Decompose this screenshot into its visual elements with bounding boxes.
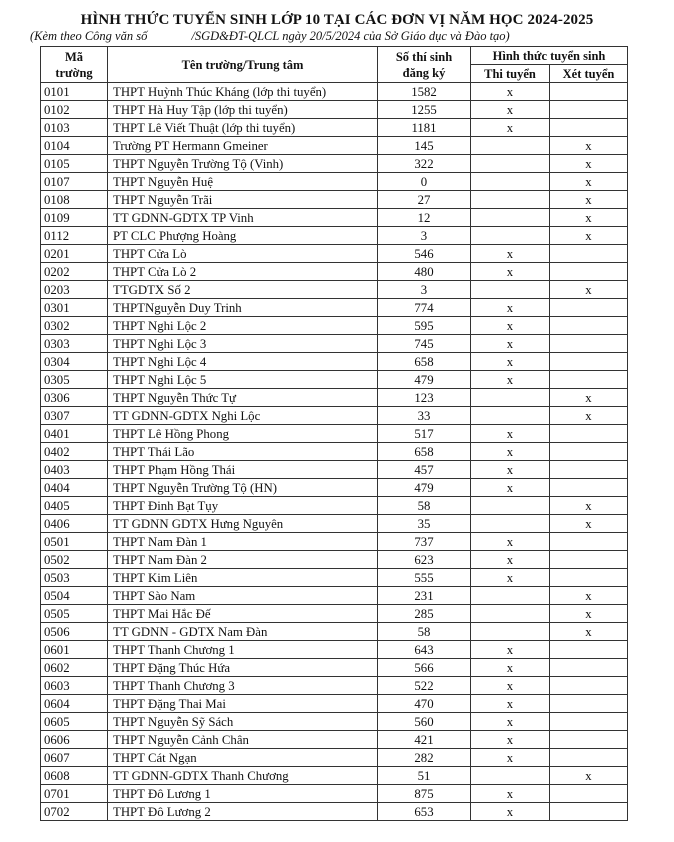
exam-mark-cell: x [471,749,550,767]
school-name-cell: THPT Thanh Chương 3 [108,677,378,695]
review-mark-cell [550,479,628,497]
table-row [41,281,628,299]
school-code-cell: 0403 [41,461,108,479]
review-mark-cell [550,659,628,677]
candidate-count-cell: 231 [378,587,471,605]
exam-mark-cell: x [471,551,550,569]
exam-mark-cell [471,407,550,425]
review-mark-cell [550,569,628,587]
table-row [41,443,628,461]
school-code-cell: 0504 [41,587,108,605]
school-code-cell: 0201 [41,245,108,263]
exam-mark-cell: x [471,641,550,659]
exam-mark-cell: x [471,731,550,749]
candidate-count-cell: 0 [378,173,471,191]
review-mark-cell [550,677,628,695]
header-exam: Thi tuyển [471,65,550,83]
candidate-count-cell: 737 [378,533,471,551]
school-name-cell: THPT Nguyễn Trường Tộ (Vinh) [108,155,378,173]
review-mark-cell: x [550,497,628,515]
document-title: HÌNH THỨC TUYỂN SINH LỚP 10 TẠI CÁC ĐƠN VỊ NĂM HỌC 2024-2025 [80,12,594,28]
admission-table [40,46,628,821]
candidate-count-cell: 653 [378,803,471,821]
review-mark-cell [550,713,628,731]
school-code-cell: 0307 [41,407,108,425]
review-mark-cell [550,83,628,101]
header-school-name: Tên trường/Trung tâm [108,47,378,83]
review-mark-cell [550,461,628,479]
exam-mark-cell: x [471,659,550,677]
school-name-cell: THPT Mai Hắc Đế [108,605,378,623]
school-code-cell: 0301 [41,299,108,317]
school-name-cell: THPT Nguyễn Trường Tộ (HN) [108,479,378,497]
table-row [41,209,628,227]
exam-mark-cell: x [471,677,550,695]
review-mark-cell [550,749,628,767]
review-mark-cell: x [550,281,628,299]
table-row [41,425,628,443]
school-name-cell: THPT Nghi Lộc 3 [108,335,378,353]
header-admission-form: Hình thức tuyển sinh [471,47,628,65]
school-name-cell: THPT Lê Hồng Phong [108,425,378,443]
school-code-cell: 0108 [41,191,108,209]
exam-mark-cell: x [471,299,550,317]
table-row [41,371,628,389]
candidate-count-cell: 560 [378,713,471,731]
table-row [41,155,628,173]
review-mark-cell [550,299,628,317]
review-mark-cell [550,335,628,353]
school-code-cell: 0305 [41,371,108,389]
table-row [41,317,628,335]
table-row [41,245,628,263]
table-row [41,569,628,587]
review-mark-cell [550,533,628,551]
exam-mark-cell: x [471,101,550,119]
school-code-cell: 0606 [41,731,108,749]
review-mark-cell: x [550,155,628,173]
school-name-cell: THPT Nguyễn Thức Tự [108,389,378,407]
table-row [41,695,628,713]
candidate-count-cell: 51 [378,767,471,785]
review-mark-cell [550,443,628,461]
school-name-cell: THPT Kim Liên [108,569,378,587]
school-name-cell: THPT Nguyễn Huệ [108,173,378,191]
school-name-cell: THPT Đặng Thúc Hứa [108,659,378,677]
exam-mark-cell: x [471,443,550,461]
school-code-cell: 0302 [41,317,108,335]
school-name-cell: THPT Nghi Lộc 5 [108,371,378,389]
table-row [41,731,628,749]
table-row [41,497,628,515]
school-name-cell: THPT Đô Lương 1 [108,785,378,803]
review-mark-cell [550,371,628,389]
candidate-count-cell: 479 [378,479,471,497]
table-row [41,659,628,677]
candidate-count-cell: 555 [378,569,471,587]
header-code-line-1: Mã [64,49,84,64]
exam-mark-cell: x [471,785,550,803]
exam-mark-cell [471,605,550,623]
school-code-cell: 0303 [41,335,108,353]
exam-mark-cell: x [471,317,550,335]
school-code-cell: 0109 [41,209,108,227]
candidate-count-cell: 3 [378,281,471,299]
review-mark-cell: x [550,623,628,641]
school-code-cell: 0502 [41,551,108,569]
exam-mark-cell: x [471,245,550,263]
table-row [41,101,628,119]
school-name-cell: THPT Lê Viết Thuật (lớp thi tuyển) [108,119,378,137]
exam-mark-cell: x [471,461,550,479]
exam-mark-cell: x [471,803,550,821]
candidate-count-cell: 3 [378,227,471,245]
table-row [41,587,628,605]
review-mark-cell [550,731,628,749]
exam-mark-cell: x [471,713,550,731]
review-mark-cell [550,317,628,335]
candidate-count-cell: 566 [378,659,471,677]
school-code-cell: 0701 [41,785,108,803]
exam-mark-cell [471,173,550,191]
candidate-count-cell: 12 [378,209,471,227]
candidate-count-cell: 480 [378,263,471,281]
table-row [41,605,628,623]
school-name-cell: THPT Sào Nam [108,587,378,605]
table-row [41,191,628,209]
school-name-cell: TTGDTX Số 2 [108,281,378,299]
table-row [41,83,628,101]
candidate-count-cell: 1255 [378,101,471,119]
school-code-cell: 0505 [41,605,108,623]
review-mark-cell: x [550,515,628,533]
school-code-cell: 0607 [41,749,108,767]
school-code-cell: 0501 [41,533,108,551]
table-row [41,749,628,767]
review-mark-cell: x [550,137,628,155]
review-mark-cell [550,263,628,281]
exam-mark-cell [471,515,550,533]
school-name-cell: TT GDNN-GDTX Thanh Chương [108,767,378,785]
table-body [41,83,628,821]
header-count-line-2: đăng ký [402,65,446,80]
school-code-cell: 0702 [41,803,108,821]
candidate-count-cell: 658 [378,353,471,371]
candidate-count-cell: 58 [378,623,471,641]
exam-mark-cell [471,155,550,173]
document-subtitle [30,29,510,43]
school-name-cell: TT GDNN GDTX Hưng Nguyên [108,515,378,533]
school-name-cell: THPT Cửa Lò 2 [108,263,378,281]
candidate-count-cell: 658 [378,443,471,461]
header-review: Xét tuyển [550,65,628,83]
candidate-count-cell: 145 [378,137,471,155]
exam-mark-cell: x [471,695,550,713]
school-name-cell: THPT Nghi Lộc 2 [108,317,378,335]
school-code-cell: 0306 [41,389,108,407]
school-code-cell: 0203 [41,281,108,299]
school-code-cell: 0103 [41,119,108,137]
school-name-cell: THPT Nam Đàn 2 [108,551,378,569]
exam-mark-cell [471,497,550,515]
review-mark-cell [550,551,628,569]
candidate-count-cell: 1582 [378,83,471,101]
review-mark-cell: x [550,605,628,623]
review-mark-cell: x [550,227,628,245]
school-name-cell: TT GDNN - GDTX Nam Đàn [108,623,378,641]
exam-mark-cell: x [471,83,550,101]
school-code-cell: 0105 [41,155,108,173]
table-row [41,515,628,533]
review-mark-cell [550,785,628,803]
header-code-line-2: trường [55,65,93,80]
school-code-cell: 0401 [41,425,108,443]
table-row [41,263,628,281]
candidate-count-cell: 35 [378,515,471,533]
exam-mark-cell: x [471,263,550,281]
school-name-cell: THPT Nguyễn Cảnh Chân [108,731,378,749]
header-candidate-count [378,47,471,83]
school-name-cell: THPT Đinh Bạt Tụy [108,497,378,515]
review-mark-cell: x [550,191,628,209]
exam-mark-cell [471,209,550,227]
school-code-cell: 0402 [41,443,108,461]
school-code-cell: 0608 [41,767,108,785]
candidate-count-cell: 123 [378,389,471,407]
header-count-line-1: Số thí sinh [395,49,453,64]
school-name-cell: THPT Nguyễn Sỹ Sách [108,713,378,731]
school-code-cell: 0112 [41,227,108,245]
school-name-cell: THPT Nam Đàn 1 [108,533,378,551]
candidate-count-cell: 774 [378,299,471,317]
exam-mark-cell: x [471,479,550,497]
candidate-count-cell: 595 [378,317,471,335]
candidate-count-cell: 470 [378,695,471,713]
school-name-cell: THPT Hà Huy Tập (lớp thi tuyển) [108,101,378,119]
school-name-cell: THPT Cát Ngạn [108,749,378,767]
school-code-cell: 0406 [41,515,108,533]
candidate-count-cell: 745 [378,335,471,353]
review-mark-cell: x [550,407,628,425]
table-row [41,227,628,245]
review-mark-cell: x [550,767,628,785]
school-code-cell: 0601 [41,641,108,659]
candidate-count-cell: 875 [378,785,471,803]
school-name-cell: PT CLC Phượng Hoàng [108,227,378,245]
candidate-count-cell: 623 [378,551,471,569]
review-mark-cell [550,119,628,137]
table-row [41,353,628,371]
school-code-cell: 0604 [41,695,108,713]
candidate-count-cell: 546 [378,245,471,263]
school-code-cell: 0304 [41,353,108,371]
candidate-count-cell: 33 [378,407,471,425]
school-name-cell: THPTNguyễn Duy Trinh [108,299,378,317]
table-row [41,461,628,479]
exam-mark-cell: x [471,353,550,371]
table-row [41,641,628,659]
table-row [41,623,628,641]
table-row [41,713,628,731]
school-name-cell: Trường PT Hermann Gmeiner [108,137,378,155]
school-name-cell: THPT Phạm Hồng Thái [108,461,378,479]
table-row [41,767,628,785]
review-mark-cell [550,425,628,443]
school-code-cell: 0506 [41,623,108,641]
exam-mark-cell [471,191,550,209]
exam-mark-cell [471,227,550,245]
candidate-count-cell: 643 [378,641,471,659]
table-row [41,299,628,317]
exam-mark-cell [471,281,550,299]
school-code-cell: 0605 [41,713,108,731]
exam-mark-cell [471,623,550,641]
candidate-count-cell: 479 [378,371,471,389]
review-mark-cell [550,353,628,371]
review-mark-cell [550,695,628,713]
exam-mark-cell [471,137,550,155]
school-code-cell: 0102 [41,101,108,119]
review-mark-cell [550,101,628,119]
school-name-cell: THPT Thanh Chương 1 [108,641,378,659]
school-code-cell: 0404 [41,479,108,497]
candidate-count-cell: 322 [378,155,471,173]
school-code-cell: 0405 [41,497,108,515]
subtitle-part-1: (Kèm theo Công văn số [30,29,148,43]
school-code-cell: 0104 [41,137,108,155]
exam-mark-cell: x [471,371,550,389]
candidate-count-cell: 517 [378,425,471,443]
review-mark-cell: x [550,389,628,407]
exam-mark-cell [471,587,550,605]
table-row [41,479,628,497]
exam-mark-cell: x [471,119,550,137]
school-code-cell: 0602 [41,659,108,677]
candidate-count-cell: 58 [378,497,471,515]
candidate-count-cell: 421 [378,731,471,749]
table-row [41,137,628,155]
review-mark-cell: x [550,209,628,227]
subtitle-part-2: /SGD&ĐT-QLCL ngày 20/5/2024 của Sở Giáo dục và Đào tạo) [191,29,510,43]
school-code-cell: 0107 [41,173,108,191]
exam-mark-cell: x [471,533,550,551]
review-mark-cell: x [550,173,628,191]
school-name-cell: THPT Cửa Lò [108,245,378,263]
school-name-cell: TT GDNN-GDTX Nghi Lộc [108,407,378,425]
table-row [41,551,628,569]
candidate-count-cell: 282 [378,749,471,767]
school-name-cell: THPT Nghi Lộc 4 [108,353,378,371]
exam-mark-cell: x [471,569,550,587]
exam-mark-cell [471,767,550,785]
school-name-cell: TT GDNN-GDTX TP Vinh [108,209,378,227]
school-code-cell: 0101 [41,83,108,101]
school-code-cell: 0503 [41,569,108,587]
candidate-count-cell: 457 [378,461,471,479]
school-name-cell: THPT Đặng Thai Mai [108,695,378,713]
table-row [41,803,628,821]
candidate-count-cell: 285 [378,605,471,623]
school-name-cell: THPT Thái Lão [108,443,378,461]
school-name-cell: THPT Nguyễn Trãi [108,191,378,209]
table-row [41,407,628,425]
exam-mark-cell: x [471,425,550,443]
table-row [41,335,628,353]
review-mark-cell [550,245,628,263]
review-mark-cell [550,641,628,659]
table-row [41,533,628,551]
school-name-cell: THPT Huỳnh Thúc Kháng (lớp thi tuyển) [108,83,378,101]
table-row [41,119,628,137]
school-code-cell: 0603 [41,677,108,695]
table-row [41,785,628,803]
candidate-count-cell: 27 [378,191,471,209]
header-school-code [41,47,108,83]
candidate-count-cell: 1181 [378,119,471,137]
table-row [41,173,628,191]
table-row [41,677,628,695]
exam-mark-cell [471,389,550,407]
review-mark-cell [550,803,628,821]
candidate-count-cell: 522 [378,677,471,695]
school-name-cell: THPT Đô Lương 2 [108,803,378,821]
exam-mark-cell: x [471,335,550,353]
review-mark-cell: x [550,587,628,605]
table-row [41,389,628,407]
school-code-cell: 0202 [41,263,108,281]
